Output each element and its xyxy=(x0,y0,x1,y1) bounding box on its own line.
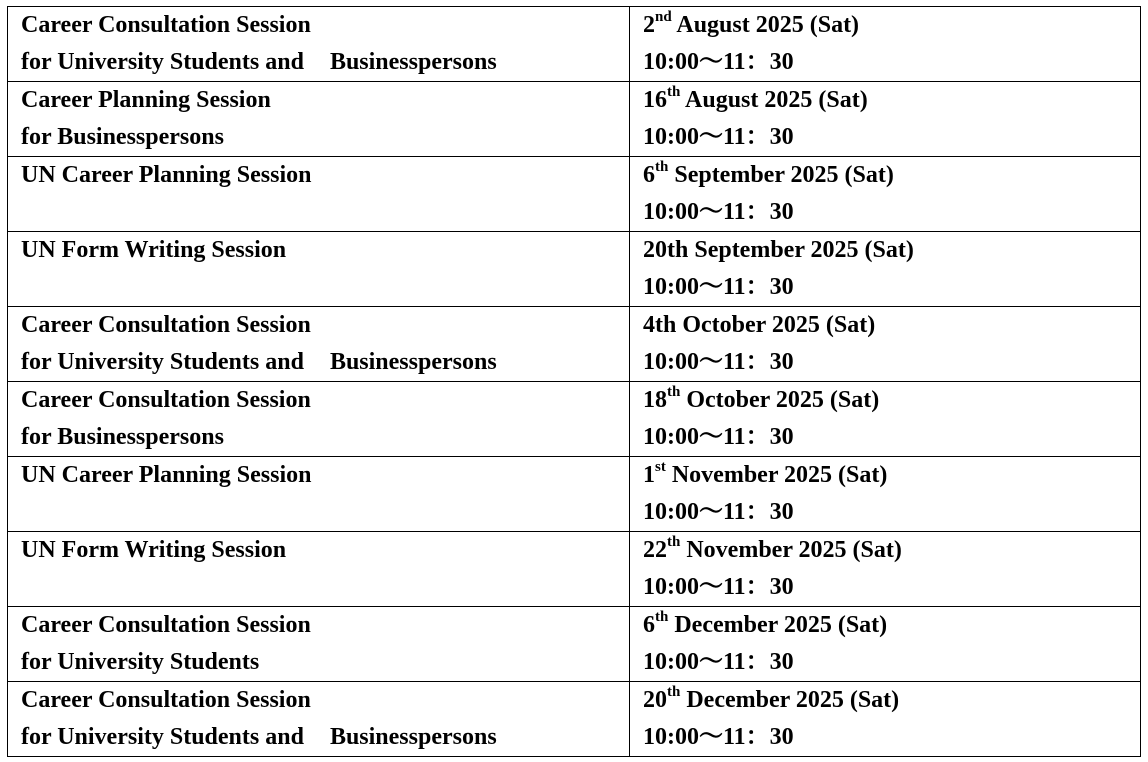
table-row xyxy=(8,382,1141,457)
session-audience-extra: Businesspersons xyxy=(329,349,497,375)
session-title-line xyxy=(21,719,629,756)
session-date-cell xyxy=(630,82,1141,157)
session-date-cell xyxy=(630,457,1141,532)
date-ordinal-suffix: th xyxy=(655,609,669,625)
session-time: 10:00〜11：30 xyxy=(643,49,794,75)
date-ordinal-suffix: nd xyxy=(655,9,672,25)
session-time: 10:00〜11：30 xyxy=(643,649,794,675)
session-date-cell xyxy=(630,157,1141,232)
session-title-line: UN Career Planning Session xyxy=(21,162,312,188)
session-title-line: Career Consultation Session xyxy=(21,612,311,638)
session-title-line: Career Consultation Session xyxy=(21,12,311,38)
date-ordinal-suffix: th xyxy=(667,384,681,400)
session-schedule-table xyxy=(7,6,1141,757)
session-time: 10:00〜11：30 xyxy=(643,574,794,600)
session-title-cell xyxy=(8,82,630,157)
session-title-cell xyxy=(8,307,630,382)
session-date xyxy=(643,7,1140,44)
session-time: 10:00〜11：30 xyxy=(643,724,794,750)
date-rest: October 2025 (Sat) xyxy=(680,387,880,413)
session-title-cell xyxy=(8,532,630,607)
session-date xyxy=(643,82,1140,119)
date-day: 18 xyxy=(643,387,667,413)
session-time: 10:00〜11：30 xyxy=(643,274,794,300)
date-day: 20 xyxy=(643,687,667,713)
session-title-cell xyxy=(8,7,630,82)
session-title-line: UN Form Writing Session xyxy=(21,537,287,563)
date-day: 6 xyxy=(643,162,655,188)
table-row xyxy=(8,607,1141,682)
session-date: 20th September 2025 (Sat) xyxy=(643,237,914,263)
date-rest: August 2025 (Sat) xyxy=(671,12,860,38)
session-title-line: UN Career Planning Session xyxy=(21,462,312,488)
session-date xyxy=(643,382,1140,419)
session-title-cell xyxy=(8,232,630,307)
session-date-cell xyxy=(630,532,1141,607)
date-rest: December 2025 (Sat) xyxy=(680,687,900,713)
session-date-cell xyxy=(630,382,1141,457)
table-row xyxy=(8,82,1141,157)
date-ordinal-suffix: th xyxy=(667,84,681,100)
session-date-cell xyxy=(630,232,1141,307)
session-title-line xyxy=(21,344,629,381)
table-row xyxy=(8,682,1141,757)
table-row xyxy=(8,7,1141,82)
date-rest: November 2025 (Sat) xyxy=(665,462,888,488)
date-rest: December 2025 (Sat) xyxy=(668,612,888,638)
session-title-line: for Businesspersons xyxy=(21,424,224,450)
table-row xyxy=(8,232,1141,307)
session-title-line: for University Students xyxy=(21,649,260,675)
session-time: 10:00〜11：30 xyxy=(643,199,794,225)
session-time: 10:00〜11：30 xyxy=(643,349,794,375)
session-audience-extra: Businesspersons xyxy=(329,724,497,750)
date-day: 16 xyxy=(643,87,667,113)
date-ordinal-suffix: th xyxy=(667,534,681,550)
date-day: 6 xyxy=(643,612,655,638)
session-date xyxy=(643,157,1140,194)
session-audience: for University Students and xyxy=(21,349,304,375)
date-day: 1 xyxy=(643,462,655,488)
date-day: 2 xyxy=(643,12,655,38)
session-date-cell xyxy=(630,607,1141,682)
session-title-cell xyxy=(8,607,630,682)
session-audience-extra: Businesspersons xyxy=(329,49,497,75)
session-title-cell xyxy=(8,382,630,457)
session-time: 10:00〜11：30 xyxy=(643,499,794,525)
table-row xyxy=(8,307,1141,382)
date-rest: November 2025 (Sat) xyxy=(680,537,902,563)
session-audience: for University Students and xyxy=(21,49,304,75)
session-title-line: Career Consultation Session xyxy=(21,687,311,713)
session-title-cell xyxy=(8,682,630,757)
table-row xyxy=(8,157,1141,232)
table-row xyxy=(8,532,1141,607)
session-date xyxy=(643,532,1140,569)
session-time: 10:00〜11：30 xyxy=(643,124,794,150)
date-ordinal-suffix: th xyxy=(667,684,681,700)
date-rest: September 2025 (Sat) xyxy=(668,162,894,188)
date-rest: August 2025 (Sat) xyxy=(680,87,868,113)
session-title-cell xyxy=(8,157,630,232)
session-title-line: Career Planning Session xyxy=(21,87,271,113)
session-title-line: for Businesspersons xyxy=(21,124,224,150)
session-audience: for University Students and xyxy=(21,724,304,750)
date-ordinal-suffix: st xyxy=(655,459,666,475)
date-day: 22 xyxy=(643,537,667,563)
session-date xyxy=(643,457,1140,494)
session-title-cell xyxy=(8,457,630,532)
session-date-cell xyxy=(630,7,1141,82)
session-title-line: Career Consultation Session xyxy=(21,387,311,413)
session-date-cell xyxy=(630,307,1141,382)
session-date xyxy=(643,607,1140,644)
table-row xyxy=(8,457,1141,532)
session-date xyxy=(643,682,1140,719)
session-date-cell xyxy=(630,682,1141,757)
session-time: 10:00〜11：30 xyxy=(643,424,794,450)
session-title-line xyxy=(21,44,629,81)
session-title-line: Career Consultation Session xyxy=(21,312,311,338)
session-title-line: UN Form Writing Session xyxy=(21,237,287,263)
session-date: 4th October 2025 (Sat) xyxy=(643,312,876,338)
date-ordinal-suffix: th xyxy=(655,159,669,175)
schedule-body xyxy=(8,7,1141,757)
